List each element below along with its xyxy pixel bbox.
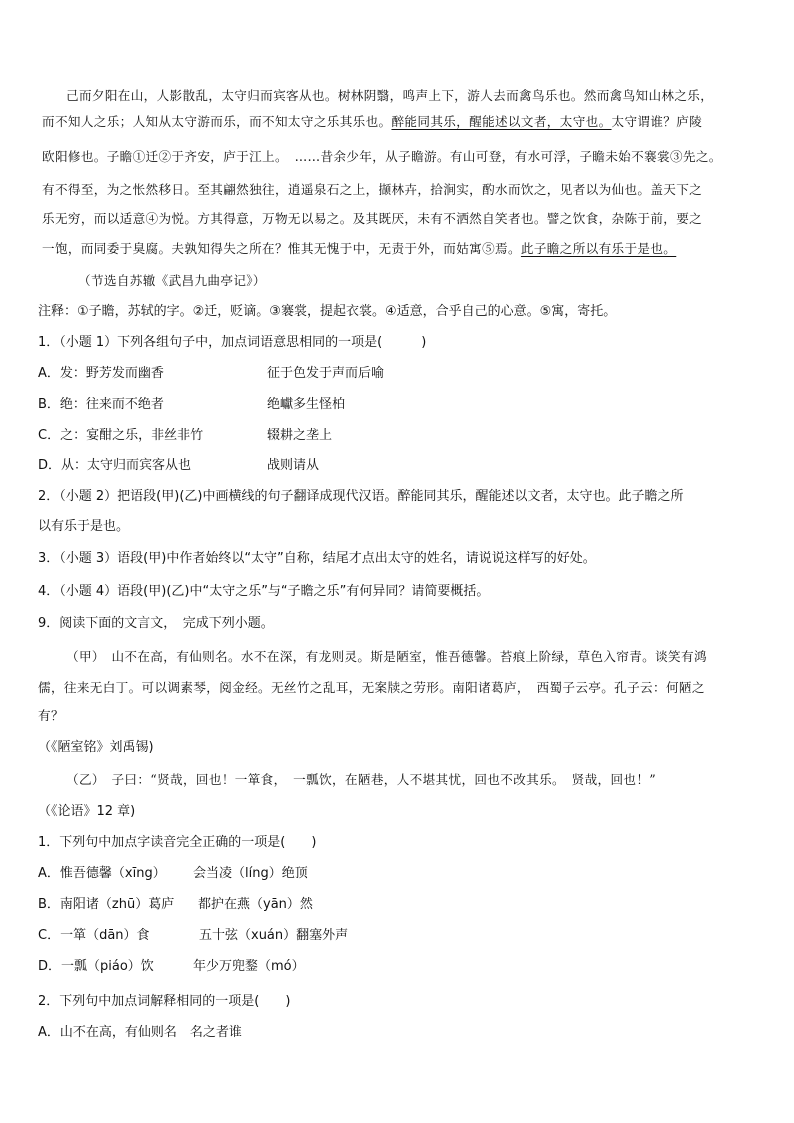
p1-option-b: B．南阳诸（zhū）葛庐 (38, 897, 175, 912)
question-3: 3．（小题 3）语段(甲)中作者始终以“太守”自称，结尾才点出太守的姓名，请说说这样写的好处。 (38, 551, 596, 566)
jia-line-2: 儒，往来无白丁。可以调素琴，阅金经。无丝竹之乱耳，无案牍之劳形。南阳诸葛庐， 西蜀子云亭。孔子云：何陋之 (38, 680, 705, 695)
passage-line-5: 乐无穷，而以适意④为悦。方其得意，万物无以易之。及其既厌，未有不洒然自笑者也。譬之饮食，杂陈于前，要之 (42, 211, 703, 226)
passage-line-4: 有不得至，为之怅然移日。至其翩然独往，逍遥泉石之上，撷林卉，拾涧实，酌水而饮之，见者以为仙也。盖天下之 (42, 182, 703, 197)
p1-option-b-pair: 都护在燕（yān）然 (198, 897, 313, 912)
jia-line-1: （甲） 山不在高，有仙则名。水不在深，有龙则灵。斯是陋室，惟吾德馨。苔痕上阶绿，草色入帘青。谈笑有鸿 (66, 649, 707, 664)
option-a-pair: 征于色发于声而后喻 (267, 366, 385, 381)
passage-line-6 (42, 240, 676, 258)
option-b: B．绝：往来而不绝者 (38, 397, 164, 412)
p2-option-a: A．山不在高，有仙则名 名之者谁 (38, 1025, 242, 1040)
jia-source: （《陋室铭》刘禹锡) (38, 740, 154, 755)
passage-line-3: 欧阳修也。子瞻①迁②于齐安，庐于江上。 ……昔余少年，从子瞻游。有山可登，有水可浮，子瞻未始不褰裳③先之。 (42, 149, 722, 164)
question-4: 4．（小题 4）语段(甲)(乙)中“太守之乐”与“子瞻之乐”有何异同？请简要概括。 (38, 584, 490, 599)
question-2-line-1: 2．（小题 2）把语段(甲)(乙)中画横线的句子翻译成现代汉语。醉能同其乐，醒能述以文者，太守也。此子瞻之所 (38, 489, 684, 504)
option-b-pair: 绝巘多生怪柏 (267, 397, 346, 412)
p2-stem: 2．下列句中加点词解释相同的一项是( ) (38, 994, 291, 1009)
question-2-line-2: 以有乐于是也。 (38, 519, 130, 534)
passage-source: （节选自苏辙《武昌九曲亭记》） (78, 273, 266, 288)
p1-option-d-pair: 年少万兜鍪（mó） (193, 959, 305, 974)
notes: 注释：①子瞻，苏轼的字。②迁，贬谪。③褰裳，提起衣裳。④适意，合乎自己的心意。⑤寓，寄托。 (38, 304, 617, 319)
passage-line-1: 己而夕阳在山，人影散乱，太守归而宾客从也。树林阴翳，鸣声上下，游人去而禽鸟乐也。然而禽鸟知山林之乐， (66, 88, 714, 103)
question-1-stem: 1．（小题 1）下列各组句子中，加点词语意思相同的一项是( ) (38, 335, 427, 350)
p1-stem: 1．下列句中加点字读音完全正确的一项是( ) (38, 835, 317, 850)
jia-line-3: 有？ (38, 708, 64, 723)
p1-option-a: A．惟吾德馨（xīng） (38, 866, 166, 881)
option-d: D．从：太守归而宾客从也 (38, 458, 192, 473)
passage-text: 太守谓谁？庐陵 (611, 114, 703, 129)
p1-option-c-pair: 五十弦（xuán）翻塞外声 (199, 928, 349, 943)
underlined-sentence-2: 此子瞻之所以有乐于是也。 (520, 241, 677, 256)
option-c-pair: 辍耕之垄上 (267, 428, 333, 443)
option-d-pair: 战则请从 (267, 458, 320, 473)
p1-option-d: D．一瓢（piáo）饮 (38, 959, 154, 974)
option-a: A．发：野芳发而幽香 (38, 366, 164, 381)
underlined-sentence-1: 醉能同其乐，醒能述以文者，太守也。 (391, 114, 612, 129)
yi-source: （《论语》12 章) (38, 804, 136, 819)
p1-option-c: C．一箪（dān）食 (38, 928, 150, 943)
passage-line-2 (42, 113, 702, 131)
yi-line-1: （乙） 子曰：“贤哉，回也！一箪食， 一瓢饮，在陋巷，人不堪其忧，回也不改其乐。 贤哉，回也！” (66, 772, 657, 787)
p1-option-a-pair: 会当凌（líng）绝顶 (193, 866, 308, 881)
passage-text: 一饱，而同委于臭腐。夫孰知得失之所在？惟其无愧于中，无责于外，而姑寓⑤焉。 (42, 241, 521, 256)
passage-text: 而不知人之乐；人知从太守游而乐，而不知太守之乐其乐也。 (42, 114, 392, 129)
option-c: C．之：宴酣之乐，非丝非竹 (38, 428, 204, 443)
section-9-heading: 9．阅读下面的文言文， 完成下列小题。 (38, 616, 274, 631)
